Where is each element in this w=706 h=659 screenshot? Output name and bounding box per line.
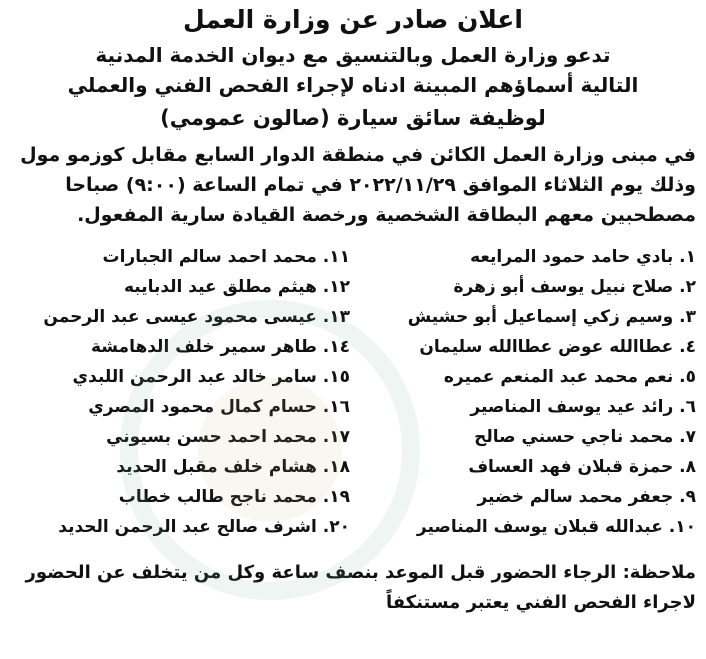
note-text [10,558,696,618]
name-item: ٨. حمزة قبلان فهد العساف [468,457,696,477]
name-item: ١٩. محمد ناجح طالب خطاب [118,487,350,507]
name-item: ١٠. عبدالله قبلان يوسف المناصير [416,517,696,537]
name-item: ١٨. هشام خلف مقبل الحديد [116,457,350,477]
exam-details [10,140,696,230]
name-item: ٦. رائد عيد يوسف المناصير [470,397,696,417]
details-line-3: مصطحبين معهم البطاقة الشخصية ورخصة القيادة سارية المفعول. [77,204,696,226]
details-line-2: وذلك يوم الثلاثاء الموافق ٢٠٢٢/١١/٢٩ في تمام الساعة (٩:٠٠) صباحا [65,174,696,196]
name-item: ١١. محمد احمد سالم الجبارات [102,247,350,267]
name-item: ٢٠. اشرف صالح عبد الرحمن الحديد [58,517,350,537]
name-item: ٧. محمد ناجي حسني صالح [474,427,696,447]
name-item: ٤. عطاالله عوض عطاالله سليمان [419,337,696,357]
name-item: ١٦. حسام كمال محمود المصري [88,397,350,417]
name-item: ١٧. محمد احمد حسن بسيوني [106,427,350,447]
names-column-right [356,242,696,542]
name-item: ٥. نعم محمد عبد المنعم عميره [443,367,696,387]
name-item: ١٤. طاهر سمير خلف الدهامشة [90,337,350,357]
name-item: ١٥. سامر خالد عبد الرحمن اللبدي [72,367,350,387]
note-line-2: لاجراء الفحص الفني يعتبر مستنكفاً [385,592,696,613]
job-title: لوظيفة سائق سيارة (صالون عمومي) [160,106,546,130]
name-item: ٣. وسيم زكي إسماعيل أبو حشيش [407,307,696,327]
names-column-left [10,242,350,542]
name-item: ١٢. هيثم مطلق عيد الدبايبه [123,277,350,297]
announcement-title: اعلان صادر عن وزارة العمل [183,5,523,34]
name-item: ١. بادي حامد حمود المرايعه [470,247,696,267]
intro-line-1: تدعو وزارة العمل وبالتنسيق مع ديوان الخدمة المدنية [95,43,611,67]
name-item: ١٣. عيسى محمود عيسى عبد الرحمن [43,307,350,327]
details-line-1: في مبنى وزارة العمل الكائن في منطقة الدوار السابع مقابل كوزمو مول [20,144,696,166]
intro-line-2: التالية أسماؤهم المبينة ادناه لإجراء الفحص الفني والعملي [67,73,639,97]
name-item: ٢. صلاح نبيل يوسف أبو زهرة [453,277,696,297]
intro-text [10,40,696,100]
note-line-1: ملاحظة: الرجاء الحضور قبل الموعد بنصف ساعة وكل من يتخلف عن الحضور [25,562,696,583]
candidate-names [10,242,696,542]
name-item: ٩. جعفر محمد سالم خضير [477,487,696,507]
